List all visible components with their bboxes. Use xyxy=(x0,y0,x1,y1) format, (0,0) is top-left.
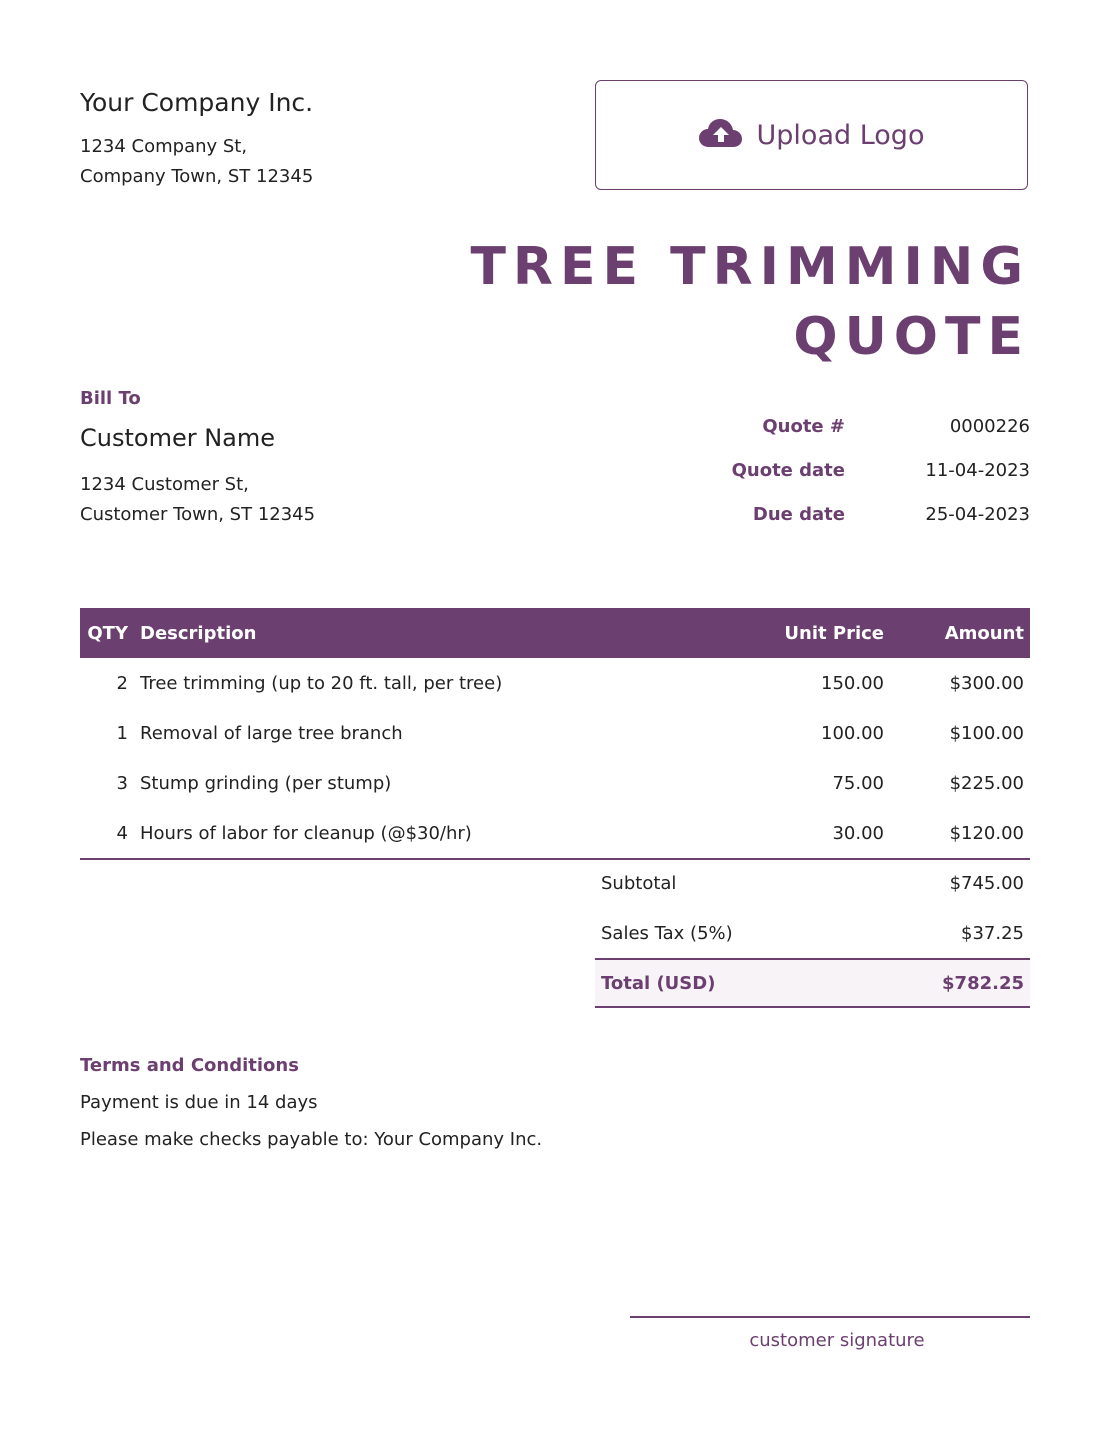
tax-value: $37.25 xyxy=(961,922,1024,944)
company-name: Your Company Inc. xyxy=(80,88,314,117)
row-amount: $225.00 xyxy=(949,772,1024,794)
row-description: Hours of labor for cleanup (@$30/hr) xyxy=(134,808,728,859)
row-amount: $120.00 xyxy=(890,808,1030,859)
row-qty: 3 xyxy=(116,772,128,794)
quote-number-value: 0000226 xyxy=(949,416,1030,437)
customer-address-line1: 1234 Customer St, xyxy=(80,474,249,495)
quote-date-label: Quote date xyxy=(731,460,845,481)
company-address xyxy=(80,132,313,192)
bill-to-label: Bill To xyxy=(80,388,141,409)
cloud-upload-icon xyxy=(699,118,743,152)
header-qty: QTY xyxy=(87,622,128,644)
table-row xyxy=(80,658,1030,708)
subtotal-label: Subtotal xyxy=(601,872,677,894)
row-qty: 1 xyxy=(116,722,128,744)
company-address-line1: 1234 Company St, xyxy=(80,136,248,157)
tax-label: Sales Tax (5%) xyxy=(601,922,733,944)
document-title xyxy=(430,232,1030,372)
due-date-value: 25-04-2023 xyxy=(925,504,1030,525)
total-row xyxy=(595,958,1030,1008)
table-row xyxy=(80,808,1030,859)
terms-line2: Please make checks payable to: Your Company Inc. xyxy=(80,1129,543,1150)
header-unit-price: Unit Price xyxy=(784,622,884,644)
row-unit-price: 150.00 xyxy=(821,672,884,694)
row-amount: $300.00 xyxy=(949,672,1024,694)
header-amount: Amount xyxy=(944,622,1024,644)
table-row xyxy=(80,758,1030,808)
table-header-row xyxy=(80,608,1030,658)
totals-block xyxy=(595,858,1030,1008)
row-qty: 2 xyxy=(116,672,128,694)
row-description: Stump grinding (per stump) xyxy=(140,772,392,794)
document-title-line1: TREE TRIMMING xyxy=(470,237,1030,297)
subtotal-value: $745.00 xyxy=(949,872,1024,894)
row-description: Removal of large tree branch xyxy=(140,722,403,744)
signature-label: customer signature xyxy=(749,1330,925,1351)
table-row xyxy=(80,708,1030,758)
row-unit-price: 75.00 xyxy=(832,772,884,794)
row-unit-price: 100.00 xyxy=(821,722,884,744)
total-value: $782.25 xyxy=(942,972,1024,994)
terms-title: Terms and Conditions xyxy=(80,1055,299,1076)
upload-logo-button[interactable] xyxy=(595,80,1028,190)
terms-line1: Payment is due in 14 days xyxy=(80,1092,318,1113)
customer-address-line2: Customer Town, ST 12345 xyxy=(80,504,316,525)
quote-number-label: Quote # xyxy=(762,416,845,437)
row-amount: $100.00 xyxy=(949,722,1024,744)
row-qty: 4 xyxy=(80,808,134,859)
due-date-label: Due date xyxy=(752,504,845,525)
line-items-table xyxy=(80,608,1030,860)
customer-name: Customer Name xyxy=(80,424,276,452)
customer-address xyxy=(80,470,315,530)
subtotal-row xyxy=(595,858,1030,908)
row-description: Tree trimming (up to 20 ft. tall, per tree) xyxy=(140,672,503,694)
company-address-line2: Company Town, ST 12345 xyxy=(80,166,314,187)
signature-line xyxy=(630,1316,1030,1318)
row-unit-price: 30.00 xyxy=(728,808,890,859)
upload-logo-label: Upload Logo xyxy=(756,119,925,151)
header-description: Description xyxy=(140,622,257,644)
quote-date-value: 11-04-2023 xyxy=(925,460,1030,481)
tax-row xyxy=(595,908,1030,958)
document-title-line2: QUOTE xyxy=(793,307,1030,367)
total-label: Total (USD) xyxy=(601,972,716,994)
